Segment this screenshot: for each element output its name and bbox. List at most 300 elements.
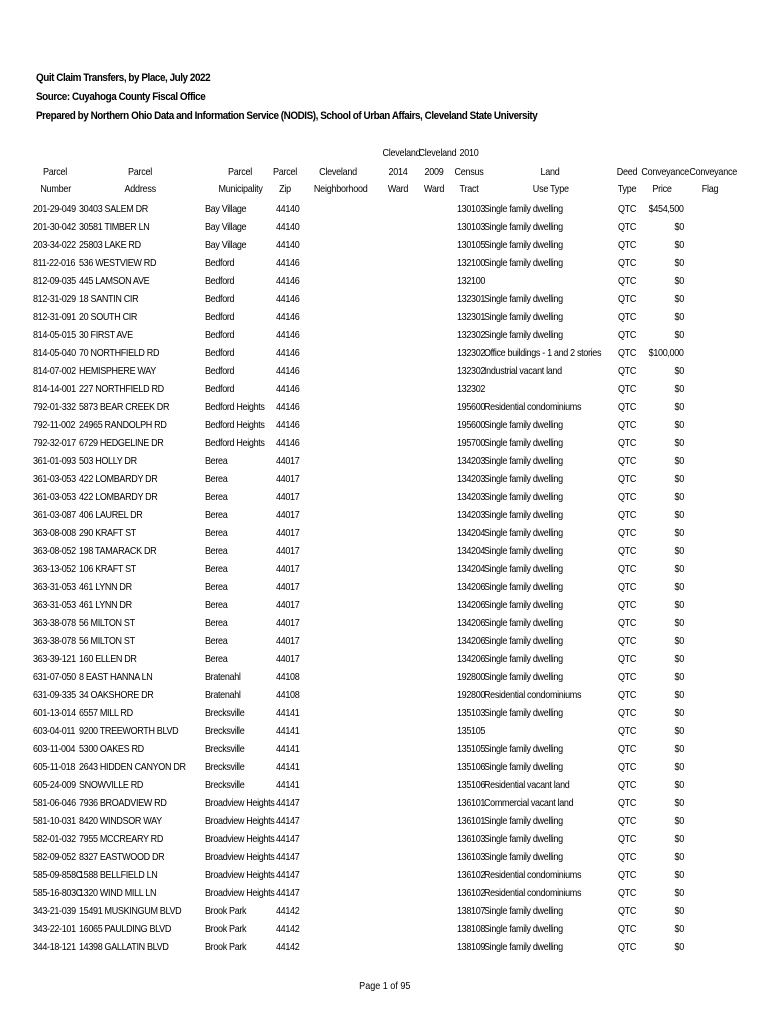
conveyance-price: $0 [674, 635, 684, 647]
zip: 44017 [276, 635, 300, 647]
land-use-type: Single family dwelling [484, 437, 563, 449]
table-row [0, 580, 770, 598]
table-row [0, 418, 770, 436]
municipality: Bedford Heights [205, 437, 265, 449]
zip: 44140 [276, 239, 300, 251]
census-tract: 132302 [457, 383, 486, 395]
table-row [0, 724, 770, 742]
census-tract: 132302 [457, 347, 486, 359]
header-type: Type [617, 183, 637, 195]
deed-type: QTC [618, 581, 637, 593]
deed-type: QTC [618, 383, 637, 395]
table-row [0, 220, 770, 238]
parcel-number: 792-01-332 [33, 401, 76, 413]
parcel-number: 343-21-039 [33, 905, 76, 917]
municipality: Bay Village [205, 203, 247, 215]
parcel-address: 30581 TIMBER LN [79, 221, 150, 233]
parcel-address: 5873 BEAR CREEK DR [79, 401, 170, 413]
deed-type: QTC [618, 761, 637, 773]
deed-type: QTC [618, 635, 637, 647]
census-tract: 135105 [457, 743, 486, 755]
zip: 44146 [276, 365, 300, 377]
land-use-type: Single family dwelling [484, 329, 563, 341]
conveyance-price: $0 [674, 509, 684, 521]
table-row [0, 706, 770, 724]
parcel-number: 201-29-049 [33, 203, 76, 215]
zip: 44141 [276, 743, 300, 755]
deed-type: QTC [618, 707, 637, 719]
parcel-address: 30403 SALEM DR [79, 203, 148, 215]
census-tract: 136102 [457, 887, 486, 899]
municipality: Brook Park [205, 923, 247, 935]
parcel-address: 1588 BELLFIELD LN [79, 869, 158, 881]
deed-type: QTC [618, 689, 637, 701]
deed-type: QTC [618, 797, 637, 809]
page-number: Page 1 of 95 [359, 980, 411, 992]
census-tract: 134203 [457, 509, 486, 521]
deed-type: QTC [618, 311, 637, 323]
parcel-address: HEMISPHERE WAY [79, 365, 156, 377]
census-tract: 138107 [457, 905, 486, 917]
municipality: Berea [205, 527, 228, 539]
table-row [0, 778, 770, 796]
parcel-address: 461 LYNN DR [79, 599, 132, 611]
parcel-address: 503 HOLLY DR [79, 455, 137, 467]
table-row [0, 616, 770, 634]
land-use-type: Single family dwelling [484, 545, 563, 557]
header-deed: Deed [616, 166, 638, 178]
header-zip: Zip [279, 183, 291, 195]
census-tract: 136103 [457, 833, 486, 845]
header-parcel-zip: Parcel [272, 166, 298, 178]
municipality: Brook Park [205, 941, 247, 953]
conveyance-price: $0 [674, 707, 684, 719]
land-use-type: Single family dwelling [484, 671, 563, 683]
header-price: Price [652, 183, 672, 195]
parcel-number: 582-09-052 [33, 851, 76, 863]
municipality: Broadview Heights [205, 869, 275, 881]
deed-type: QTC [618, 509, 637, 521]
conveyance-price: $0 [674, 599, 684, 611]
parcel-address: 9200 TREEWORTH BLVD [79, 725, 179, 737]
land-use-type: Single family dwelling [484, 509, 563, 521]
parcel-address: 160 ELLEN DR [79, 653, 137, 665]
parcel-number: 363-38-078 [33, 635, 76, 647]
land-use-type: Single family dwelling [484, 905, 563, 917]
census-tract: 134204 [457, 527, 486, 539]
report-preparer: Prepared by Northern Ohio Data and Information Service (NODIS), School of Urban Affairs, Cleveland State University [36, 110, 538, 122]
parcel-number: 363-08-008 [33, 527, 76, 539]
parcel-number: 581-06-046 [33, 797, 76, 809]
parcel-number: 601-13-014 [33, 707, 76, 719]
municipality: Broadview Heights [205, 815, 275, 827]
zip: 44017 [276, 455, 300, 467]
zip: 44017 [276, 581, 300, 593]
zip: 44146 [276, 293, 300, 305]
table-row [0, 796, 770, 814]
table-row [0, 652, 770, 670]
conveyance-price: $0 [674, 257, 684, 269]
conveyance-price: $0 [674, 761, 684, 773]
conveyance-price: $0 [674, 563, 684, 575]
census-tract: 192800 [457, 671, 486, 683]
deed-type: QTC [618, 401, 637, 413]
deed-type: QTC [618, 275, 637, 287]
land-use-type: Single family dwelling [484, 581, 563, 593]
parcel-number: 603-04-011 [33, 725, 76, 737]
deed-type: QTC [618, 725, 637, 737]
conveyance-price: $0 [674, 923, 684, 935]
land-use-type: Single family dwelling [484, 635, 563, 647]
zip: 44146 [276, 329, 300, 341]
deed-type: QTC [618, 887, 637, 899]
parcel-address: 6729 HEDGELINE DR [79, 437, 164, 449]
table-row [0, 454, 770, 472]
land-use-type: Single family dwelling [484, 617, 563, 629]
census-tract: 135103 [457, 707, 486, 719]
parcel-number: 811-22-016 [33, 257, 76, 269]
land-use-type: Single family dwelling [484, 419, 563, 431]
zip: 44017 [276, 509, 300, 521]
deed-type: QTC [618, 905, 637, 917]
land-use-type: Office buildings - 1 and 2 stories [484, 347, 602, 359]
table-row [0, 346, 770, 364]
municipality: Berea [205, 491, 228, 503]
header-2009: 2009 [424, 166, 444, 178]
parcel-address: 24965 RANDOLPH RD [79, 419, 167, 431]
census-tract: 134204 [457, 563, 486, 575]
conveyance-price: $0 [674, 329, 684, 341]
parcel-number: 605-11-018 [33, 761, 76, 773]
conveyance-price: $0 [674, 725, 684, 737]
header-cleveland-2014: Cleveland [382, 147, 421, 159]
parcel-address: 14398 GALLATIN BLVD [79, 941, 169, 953]
parcel-address: 18 SANTIN CIR [79, 293, 139, 305]
municipality: Bedford [205, 347, 235, 359]
conveyance-price: $0 [674, 779, 684, 791]
census-tract: 134206 [457, 599, 486, 611]
parcel-address: 8 EAST HANNA LN [79, 671, 153, 683]
municipality: Bedford Heights [205, 419, 265, 431]
census-tract: 134203 [457, 455, 486, 467]
header-cleveland: Cleveland [319, 166, 357, 178]
census-tract: 136101 [457, 797, 486, 809]
census-tract: 132302 [457, 329, 486, 341]
conveyance-price: $0 [674, 419, 684, 431]
table-row [0, 922, 770, 940]
table-row [0, 850, 770, 868]
municipality: Bratenahl [205, 689, 241, 701]
zip: 44142 [276, 905, 300, 917]
census-tract: 195600 [457, 419, 486, 431]
parcel-number: 363-13-052 [33, 563, 76, 575]
land-use-type: Single family dwelling [484, 815, 563, 827]
zip: 44017 [276, 599, 300, 611]
parcel-address: 15491 MUSKINGUM BLVD [79, 905, 182, 917]
land-use-type: Residential condominiums [484, 689, 582, 701]
page-footer [0, 980, 770, 992]
census-tract: 138108 [457, 923, 486, 935]
zip: 44147 [276, 851, 300, 863]
header-ward-2009: Ward [423, 183, 445, 195]
parcel-address: 5300 OAKES RD [79, 743, 144, 755]
header-parcel-muni: Parcel [227, 166, 253, 178]
census-tract: 195700 [457, 437, 486, 449]
municipality: Berea [205, 545, 228, 557]
parcel-number: 361-01-093 [33, 455, 76, 467]
land-use-type: Single family dwelling [484, 599, 563, 611]
table-row [0, 814, 770, 832]
municipality: Berea [205, 473, 228, 485]
deed-type: QTC [618, 293, 637, 305]
parcel-address: 290 KRAFT ST [79, 527, 136, 539]
parcel-address: 34 OAKSHORE DR [79, 689, 154, 701]
conveyance-price: $0 [674, 797, 684, 809]
municipality: Broadview Heights [205, 887, 275, 899]
parcel-address: 7936 BROADVIEW RD [79, 797, 167, 809]
census-tract: 195600 [457, 401, 486, 413]
conveyance-price: $0 [674, 689, 684, 701]
parcel-number: 363-31-053 [33, 599, 76, 611]
zip: 44017 [276, 527, 300, 539]
municipality: Brecksville [205, 761, 245, 773]
parcel-address: 56 MILTON ST [79, 617, 135, 629]
header-neighborhood: Neighborhood [313, 183, 368, 195]
municipality: Bratenahl [205, 671, 241, 683]
header-2010: 2010 [459, 147, 479, 159]
transfers-table [0, 202, 770, 958]
deed-type: QTC [618, 347, 637, 359]
municipality: Bedford [205, 257, 235, 269]
parcel-number: 343-22-101 [33, 923, 76, 935]
municipality: Brecksville [205, 725, 245, 737]
conveyance-price: $0 [674, 455, 684, 467]
table-row [0, 598, 770, 616]
parcel-address: 30 FIRST AVE [79, 329, 133, 341]
table-row [0, 544, 770, 562]
deed-type: QTC [618, 599, 637, 611]
municipality: Bedford [205, 383, 235, 395]
zip: 44108 [276, 671, 300, 683]
municipality: Brook Park [205, 905, 247, 917]
land-use-type: Residential condominiums [484, 887, 582, 899]
parcel-number: 344-18-121 [33, 941, 76, 953]
parcel-number: 792-32-017 [33, 437, 76, 449]
zip: 44146 [276, 383, 300, 395]
parcel-address: 25803 LAKE RD [79, 239, 141, 251]
municipality: Bedford [205, 311, 235, 323]
parcel-number: 585-09-858C [33, 869, 82, 881]
zip: 44146 [276, 257, 300, 269]
conveyance-price: $0 [674, 221, 684, 233]
zip: 44147 [276, 797, 300, 809]
municipality: Berea [205, 653, 228, 665]
parcel-address: 70 NORTHFIELD RD [79, 347, 160, 359]
table-row [0, 490, 770, 508]
parcel-address: 198 TAMARACK DR [79, 545, 157, 557]
census-tract: 132302 [457, 365, 486, 377]
deed-type: QTC [618, 869, 637, 881]
table-row [0, 940, 770, 958]
deed-type: QTC [618, 833, 637, 845]
report-title: Quit Claim Transfers, by Place, July 2022 [36, 72, 211, 84]
zip: 44017 [276, 653, 300, 665]
deed-type: QTC [618, 941, 637, 953]
parcel-number: 814-14-001 [33, 383, 76, 395]
conveyance-price: $0 [674, 869, 684, 881]
table-row [0, 472, 770, 490]
conveyance-price: $0 [674, 905, 684, 917]
header-parcel: Parcel [42, 166, 68, 178]
municipality: Berea [205, 635, 228, 647]
conveyance-price: $0 [674, 581, 684, 593]
table-row [0, 310, 770, 328]
parcel-address: 8327 EASTWOOD DR [79, 851, 165, 863]
deed-type: QTC [618, 815, 637, 827]
zip: 44017 [276, 473, 300, 485]
conveyance-price: $0 [674, 743, 684, 755]
census-tract: 130105 [457, 239, 486, 251]
zip: 44147 [276, 833, 300, 845]
parcel-address: SNOWVILLE RD [79, 779, 144, 791]
deed-type: QTC [618, 473, 637, 485]
header-number: Number [40, 183, 71, 195]
conveyance-price: $0 [674, 437, 684, 449]
table-row [0, 256, 770, 274]
deed-type: QTC [618, 545, 637, 557]
header-census: Census [454, 166, 484, 178]
table-row [0, 436, 770, 454]
census-tract: 132301 [457, 311, 486, 323]
land-use-type: Residential condominiums [484, 401, 582, 413]
land-use-type: Residential vacant land [484, 779, 570, 791]
zip: 44140 [276, 203, 300, 215]
header-municipality: Municipality [218, 183, 263, 195]
parcel-address: 6557 MILL RD [79, 707, 133, 719]
table-row [0, 382, 770, 400]
land-use-type: Single family dwelling [484, 743, 563, 755]
header-conveyance-flag: Conveyance [689, 166, 737, 178]
municipality: Berea [205, 563, 228, 575]
land-use-type: Residential condominiums [484, 869, 582, 881]
table-row [0, 670, 770, 688]
conveyance-price: $0 [674, 401, 684, 413]
municipality: Bedford Heights [205, 401, 265, 413]
deed-type: QTC [618, 491, 637, 503]
zip: 44141 [276, 707, 300, 719]
zip: 44141 [276, 779, 300, 791]
land-use-type: Single family dwelling [484, 455, 563, 467]
deed-type: QTC [618, 743, 637, 755]
census-tract: 134206 [457, 635, 486, 647]
census-tract: 134203 [457, 491, 486, 503]
zip: 44142 [276, 923, 300, 935]
land-use-type: Single family dwelling [484, 527, 563, 539]
census-tract: 132301 [457, 293, 486, 305]
conveyance-price: $0 [674, 671, 684, 683]
municipality: Bedford [205, 275, 235, 287]
census-tract: 134203 [457, 473, 486, 485]
header-address: Address [124, 183, 156, 195]
parcel-number: 363-38-078 [33, 617, 76, 629]
municipality: Broadview Heights [205, 833, 275, 845]
table-row [0, 508, 770, 526]
deed-type: QTC [618, 779, 637, 791]
table-row [0, 760, 770, 778]
zip: 44147 [276, 815, 300, 827]
deed-type: QTC [618, 923, 637, 935]
zip: 44147 [276, 869, 300, 881]
conveyance-price: $0 [674, 293, 684, 305]
parcel-address: 422 LOMBARDY DR [79, 473, 158, 485]
municipality: Bedford [205, 293, 235, 305]
header-tract: Tract [459, 183, 479, 195]
conveyance-price: $0 [674, 239, 684, 251]
zip: 44017 [276, 545, 300, 557]
municipality: Brecksville [205, 707, 245, 719]
conveyance-price: $0 [674, 383, 684, 395]
land-use-type: Single family dwelling [484, 239, 563, 251]
deed-type: QTC [618, 365, 637, 377]
land-use-type: Single family dwelling [484, 761, 563, 773]
header-parcel-address: Parcel [127, 166, 153, 178]
table-row [0, 238, 770, 256]
parcel-number: 361-03-053 [33, 491, 76, 503]
land-use-type: Single family dwelling [484, 311, 563, 323]
deed-type: QTC [618, 653, 637, 665]
table-row [0, 364, 770, 382]
conveyance-price: $454,500 [649, 203, 684, 215]
parcel-number: 814-05-015 [33, 329, 76, 341]
zip: 44146 [276, 311, 300, 323]
land-use-type: Single family dwelling [484, 941, 563, 953]
parcel-number: 581-10-031 [33, 815, 76, 827]
parcel-address: 406 LAUREL DR [79, 509, 143, 521]
table-row [0, 742, 770, 760]
deed-type: QTC [618, 527, 637, 539]
municipality: Bedford [205, 365, 235, 377]
deed-type: QTC [618, 671, 637, 683]
parcel-number: 792-11-002 [33, 419, 76, 431]
zip: 44146 [276, 347, 300, 359]
deed-type: QTC [618, 257, 637, 269]
census-tract: 134206 [457, 653, 486, 665]
parcel-number: 814-05-040 [33, 347, 76, 359]
zip: 44146 [276, 275, 300, 287]
parcel-number: 631-07-050 [33, 671, 76, 683]
census-tract: 132100 [457, 257, 486, 269]
conveyance-price: $0 [674, 833, 684, 845]
zip: 44142 [276, 941, 300, 953]
municipality: Berea [205, 617, 228, 629]
parcel-number: 812-09-035 [33, 275, 76, 287]
parcel-number: 603-11-004 [33, 743, 76, 755]
zip: 44141 [276, 761, 300, 773]
zip: 44140 [276, 221, 300, 233]
parcel-address: 461 LYNN DR [79, 581, 132, 593]
land-use-type: Single family dwelling [484, 923, 563, 935]
conveyance-price: $0 [674, 653, 684, 665]
conveyance-price: $0 [674, 941, 684, 953]
census-tract: 132100 [457, 275, 486, 287]
land-use-type: Single family dwelling [484, 707, 563, 719]
land-use-type: Single family dwelling [484, 203, 563, 215]
zip: 44108 [276, 689, 300, 701]
table-row [0, 832, 770, 850]
parcel-address: 56 MILTON ST [79, 635, 135, 647]
municipality: Brecksville [205, 743, 245, 755]
parcel-address: 16065 PAULDING BLVD [79, 923, 172, 935]
